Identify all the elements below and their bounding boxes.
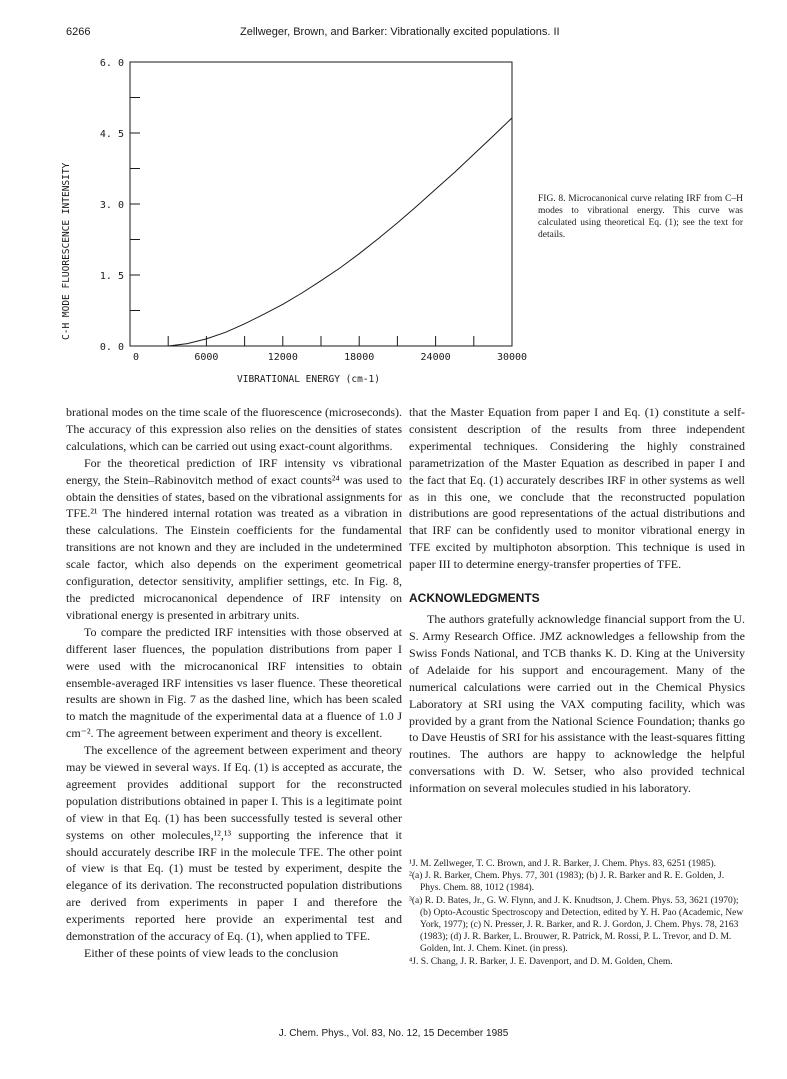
y-tick-label: 1. 5 <box>99 271 124 282</box>
references <box>409 858 745 968</box>
paragraph: The excellence of the agreement between experiment and theory may be viewed in several ways. If Eq. (1) is accepted as accurate, the agreement provides additional support for the reconstructed population distributions obtained in paper I. This is a legitimate point of view in that Eq. (1) has been successfully tested is several other systems on other molecules,¹²,¹³ supporting the inference that it should accurately describe IRF in the molecule TFE. The other point of view is that Eq. (1) must be tested by experiment, despite the elegance of its derivation. The reconstructed population distributions are derived from experiments in paper I and therefore the experiments reported here provide an experimental test and demonstration of the accuracy of Eq. (1), when applied to TFE. <box>66 743 402 944</box>
figure-caption: FIG. 8. Microcanonical curve relating IRF from C–H modes to vibrational energy. This curve was calculated using theoretical Eq. (1); see the text for details. <box>538 194 743 240</box>
left-column <box>66 404 402 962</box>
y-tick-label: 0. 0 <box>99 342 124 353</box>
running-title: Zellweger, Brown, and Barker: Vibrationally excited populations. II <box>240 26 560 38</box>
paragraph: To compare the predicted IRF intensities with those observed at different laser fluences, the population distributions from paper I were used with the microcanonical IRF intensities to obtain ensemble-averaged IRF intensities vs laser fluence. These theoretical results are shown in Fig. 7 as the dashed line, which has been scaled to match the magnitude of the experimental data at a fluence of 1.0 J cm⁻². The agreement between experiment and theory is excellent. <box>66 624 402 741</box>
paragraph: brational modes on the time scale of the fluorescence (microseconds). The accuracy of this expression also relies on the densities of states calculations, which can be carried out using exact-count algorithms. <box>66 405 402 453</box>
right-column <box>409 404 745 797</box>
journal-footer: J. Chem. Phys., Vol. 83, No. 12, 15 December 1985 <box>278 1028 509 1039</box>
reference-item: ⁴J. S. Chang, J. R. Barker, J. E. Davenport, and D. M. Golden, Chem. <box>409 956 673 967</box>
y-tick-label: 4. 5 <box>99 129 124 140</box>
plot-frame <box>130 62 512 346</box>
reference-item: ²(a) J. R. Barker, Chem. Phys. 77, 301 (1983); (b) J. R. Barker and R. E. Golden, J. Phys. Chem. 88, 1012 (1984). <box>409 871 725 894</box>
x-tick-label: 18000 <box>344 352 375 363</box>
reference-item: ³(a) R. D. Bates, Jr., G. W. Flynn, and J. K. Knudtson, J. Chem. Phys. 53, 3621 (1970); (b) Opto-Acoustic Spectroscopy and Detection, edited by Y. H. Pao (Academic, New York, 1977); (c) N. Presser, J. R. Barker, and R. J. Gordon, J. Chem. Phys. 78, 2163 (1983); (d) J. R. Barker, L. Brouwer, R. Patrick, M. Rossi, P. L. Trevor, and D. M. Golden, Int. J. Chem. Kinet. (in press). <box>409 895 744 955</box>
paragraph: Either of these points of view leads to the conclusion <box>84 946 339 960</box>
acknowledgments-heading: ACKNOWLEDGMENTS <box>409 591 540 606</box>
x-tick-label: 0 <box>132 352 140 363</box>
x-tick-label: 6000 <box>194 352 219 363</box>
reference-item: ¹J. M. Zellweger, T. C. Brown, and J. R. Barker, J. Chem. Phys. 83, 6251 (1985). <box>409 859 717 869</box>
page-number: 6266 <box>66 26 91 38</box>
acknowledgments-text: The authors gratefully acknowledge financial support from the U. S. Army Research Office. JMZ acknowledges a fellowship from the Swiss Fonds National, and TCB thanks K. D. King at the University of Adelaide for his support and encouragement. Many of the numerical calculations were carried out in the Chemical Physics Laboratory at SRI using the VAX computing facility, which was provided by a grant from the National Science Foundation; thanks go to Dave Heustis of SRI for his assistance with the least-squares fitting routines. The authors are happy to acknowledge the helpful conversations with D. W. Setser, who also provided technical information on several molecules studied in his laboratory. <box>409 612 745 796</box>
x-tick-label: 24000 <box>420 352 451 363</box>
y-tick-label: 3. 0 <box>99 200 124 211</box>
paragraph: that the Master Equation from paper I and Eq. (1) constitute a self-consistent description of the results from three independent experimental techniques. Considering the highly constrained parametrization of the Master Equation as described in paper I and the fact that Eq. (1) accurately describes IRF in other systems as well as in this one, we conclude that the reconstructed population distributions are good representations of the actual distributions and that IRF can be confidently used to monitor vibrational energy in TFE excited by multiphoton absorption. This technique is used in paper III to determine energy-transfer properties of TFE. <box>409 405 745 572</box>
x-axis-label: VIBRATIONAL ENERGY (cm-1) <box>237 374 380 385</box>
y-axis-label: C-H MODE FLUORESCENCE INTENSITY <box>61 162 72 340</box>
paragraph: For the theoretical prediction of IRF intensity vs vibrational energy, the Stein–Rabinovitch method of exact counts²⁴ was used to obtain the densities of states, based on the vibrational assignments for TFE.²¹ The hindered internal rotation was treated as a vibration in these calculations. The Einstein coefficients for the fundamental transitions are not known and they are included in the undetermined scale factor, which also depends on the experiment geometrical configuration, detector sensitivity, amplifier settings, etc. In Fig. 8, the predicted microcanonical dependence of IRF intensity on vibrational energy is presented in arbitrary units. <box>66 455 402 622</box>
y-tick-label: 6. 0 <box>99 58 124 69</box>
chart-axes <box>100 58 527 363</box>
x-tick-label: 30000 <box>496 352 528 363</box>
irf-curve <box>168 118 512 346</box>
x-tick-label: 12000 <box>267 352 298 363</box>
